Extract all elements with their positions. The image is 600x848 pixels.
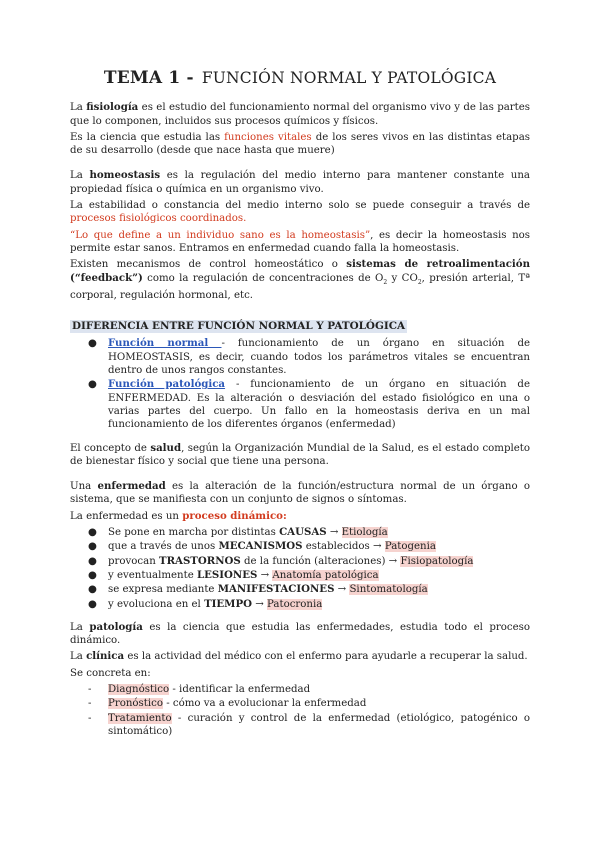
bullet-icon: ● (88, 555, 97, 567)
list-item: ● y eventualmente LESIONES → Anatomía patológica (88, 568, 379, 581)
list-item: ● Se pone en marcha por distintas CAUSAS → Etiología (88, 526, 388, 539)
paragraph-salud: El concepto de salud, según la Organización Mundial de la Salud, es el estado completo de bienestar físico y social que tiene una persona. (70, 441, 530, 467)
bullet-icon: ● (88, 379, 97, 391)
paragraph-enfermedad: Una enfermedad es la alteración de la función/estructura normal de un órgano o sistema, que se manifiesta con un conjunto de signos o síntomas. (70, 480, 530, 506)
paragraph-estabilidad: La estabilidad o constancia del medio interno solo se puede conseguir a través de procesos fisiológicos coordinados. (70, 200, 530, 225)
paragraph-proceso-dinamico: La enfermedad es un proceso dinámico: (70, 509, 287, 522)
list-item-pronostico: - Pronóstico - cómo va a evolucionar la enfermedad (88, 698, 367, 710)
bullet-icon: ● (88, 338, 97, 350)
function-list (70, 337, 530, 431)
bullet-icon: ● (88, 569, 97, 581)
clinic-list (70, 683, 530, 738)
page-title: TEMA 1 - FUNCIÓN NORMAL Y PATOLÓGICA (103, 68, 497, 88)
document-page (70, 68, 531, 739)
list-item-funcion-normal: ● Función normal - funcionamiento de un órgano en situación de HOMEOSTASIS, es decir, cuando todos los parámetros vitales se encuentran dentro de unos rangos constantes. (88, 337, 530, 377)
paragraph-se-concreta: Se concreta en: (70, 667, 151, 679)
paragraph-patologia: La patología es la ciencia que estudia las enfermedades, estudia todo el proceso dinámico. (70, 620, 531, 647)
process-list (70, 526, 530, 611)
list-item: ● que a través de unos MECANISMOS establecidos → Patogenia (88, 540, 436, 553)
paragraph-retroalimentacion: Existen mecanismos de control homeostático o sistemas de retroalimentación (“feedback”) como la regulación de concentraciones de $O_2$ y $CO_2$, presión arterial, Tª corporal, regulación hormonal, etc. (70, 258, 530, 301)
list-item-diagnostico: - Diagnóstico - identificar la enfermedad (88, 684, 311, 696)
bullet-icon: ● (88, 527, 97, 539)
bullet-icon: ● (88, 541, 97, 553)
section-heading: DIFERENCIA ENTRE FUNCIÓN NORMAL Y PATOLÓGICA (72, 320, 406, 333)
list-item-funcion-patologica: ● Función patológica - funcionamiento de un órgano en situación de ENFERMEDAD. Es la alteración o desviación del estado fisiológico en una o varias partes del cuerpo. Un fallo en la homeostasis deriva en un mal funcionamiento de los diferentes órganos (enfermedad) (88, 378, 530, 431)
paragraph-fisiologia: La fisiología es el estudio del funcionamiento normal del organismo vivo y de las partes que lo componen, incluidos sus procesos químicos y físicos. (70, 101, 531, 127)
paragraph-cita-homeostasis: “Lo que define a un individuo sano es la homeostasis”, es decir la homeostasis nos permite estar sanos. Entramos en enfermedad cuando falla la homeostasis. (70, 229, 531, 254)
bullet-icon: ● (88, 584, 97, 596)
paragraph-homeostasis: La homeostasis es la regulación del medio interno para mantener constante una propiedad física o química en un organismo vivo. (70, 169, 530, 195)
paragraph-funciones-vitales: Es la ciencia que estudia las funciones vitales de los seres vivos en las distintas etapas de su desarrollo (desde que nace hasta que muere) (70, 131, 530, 157)
paragraph-clinica: La clínica es la actividad del médico con el enfermo para ayudarle a recuperar la salud. (70, 650, 528, 663)
list-item-tratamiento: - Tratamiento - curación y control de la enfermedad (etiológico, patogénico o sintomático) (88, 712, 530, 737)
bullet-icon: ● (88, 598, 97, 610)
list-item: ● provocan TRASTORNOS de la función (alteraciones) → Fisiopatología (88, 554, 474, 567)
list-item: ● se expresa mediante MANIFESTACIONES → Sintomatología (88, 583, 428, 596)
list-item: ● y evoluciona en el TIEMPO → Patocronia (88, 597, 323, 610)
